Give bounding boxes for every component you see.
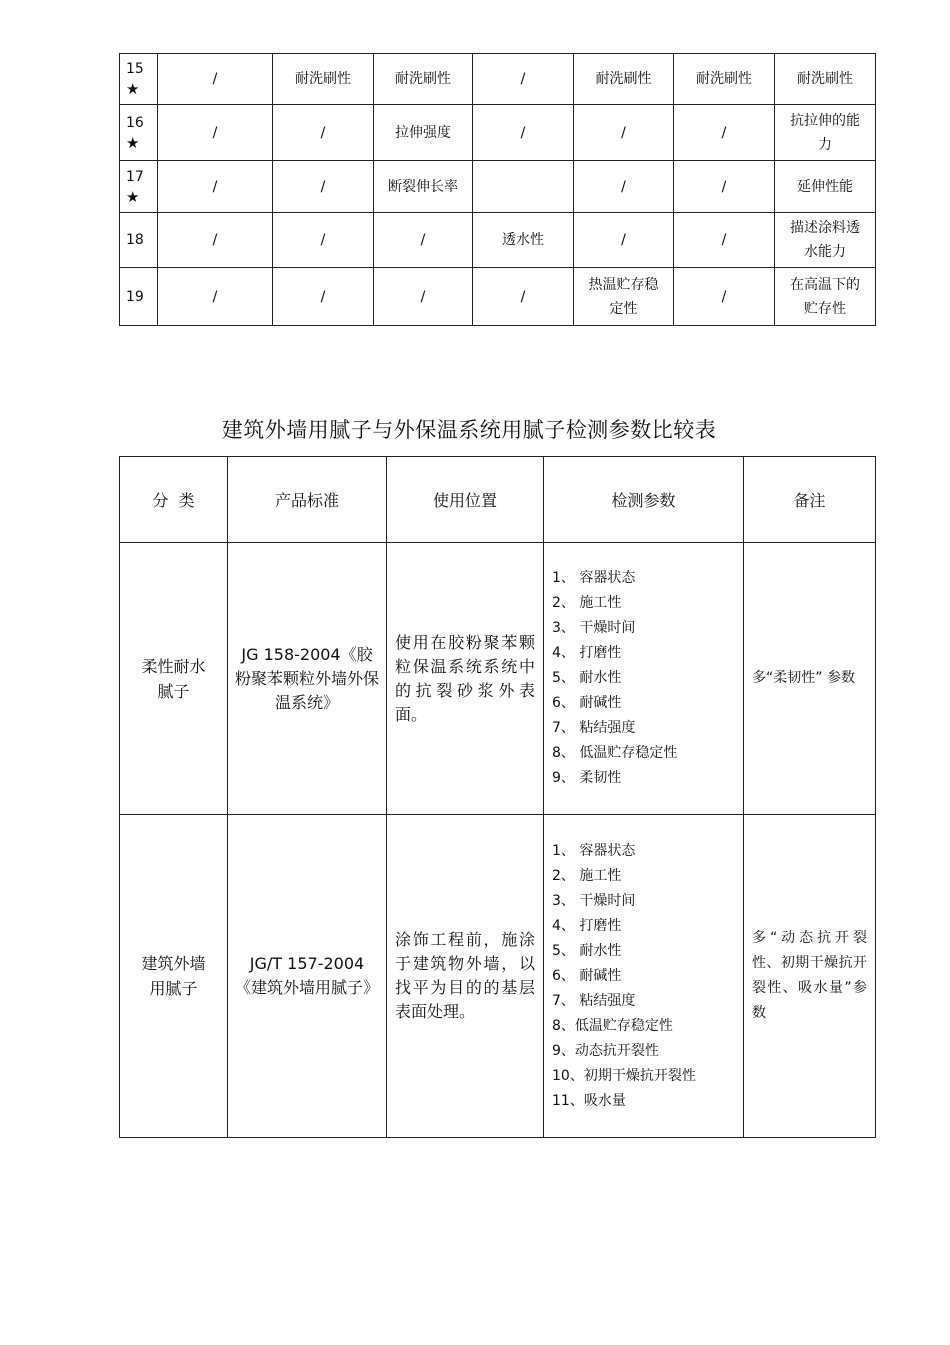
table-cell: / [273, 268, 374, 326]
star-icon: ★ [126, 80, 140, 98]
table-cell: / [674, 105, 775, 161]
table-cell: / [158, 268, 273, 326]
header-standard: 产品标准 [228, 457, 387, 543]
table-cell: 热温贮存稳定性 [574, 268, 674, 326]
table-cell: / [473, 54, 574, 105]
header-note: 备注 [744, 457, 876, 543]
row-number: 16 ★ [120, 105, 158, 161]
row-number: 18 [120, 213, 158, 268]
list-item: 5、 耐水性 [552, 670, 622, 686]
table-cell: 耐洗刷性 [775, 54, 876, 105]
list-item: 6、 耐碱性 [552, 695, 622, 711]
table-cell: / [374, 268, 473, 326]
list-item: 2、 施工性 [552, 867, 622, 884]
list-item: 9、 柔韧性 [552, 770, 622, 786]
table-cell: 耐洗刷性 [674, 54, 775, 105]
table-cell: / [574, 105, 674, 161]
table-cell: / [158, 213, 273, 268]
table-row [120, 161, 876, 213]
standard-cell: JG/T 157-2004《建筑外墙用腻子》 [228, 815, 387, 1138]
list-item: 11、吸水量 [552, 1092, 626, 1109]
list-item: 7、 粘结强度 [552, 720, 636, 736]
table-cell: 拉伸强度 [374, 105, 473, 161]
table-cell: 耐洗刷性 [574, 54, 674, 105]
star-icon: ★ [126, 133, 140, 152]
section-title: 建筑外墙用腻子与外保温系统用腻子检测参数比较表 [221, 418, 717, 442]
table-cell: / [473, 105, 574, 161]
table-cell: / [158, 105, 273, 161]
parameter-table-continued [119, 53, 876, 326]
header-position: 使用位置 [387, 457, 544, 543]
table-cell: 在高温下的贮存性 [775, 268, 876, 326]
table-row [120, 815, 876, 1138]
position-cell: 使用在胶粉聚苯颗粒保温系统系统中的抗裂砂浆外表面。 [387, 543, 544, 815]
table-cell: 描述涂料透水能力 [775, 213, 876, 268]
table-row [120, 105, 876, 161]
table-cell: / [574, 161, 674, 213]
table-cell: 透水性 [473, 213, 574, 268]
list-item: 8、低温贮存稳定性 [552, 1017, 673, 1034]
table-cell: 断裂伸长率 [374, 161, 473, 213]
note-cell: 多“柔韧性” 参数 [744, 543, 876, 815]
position-cell: 涂饰工程前，施涂于建筑物外墙，以找平为目的的基层表面处理。 [387, 815, 544, 1138]
list-item: 2、 施工性 [552, 595, 622, 611]
params-cell [544, 815, 744, 1138]
row-number: 15 ★ [120, 54, 158, 105]
table-row [120, 543, 876, 815]
table-row [120, 54, 876, 105]
list-item: 3、 干燥时间 [552, 892, 636, 909]
row-number: 17 ★ [120, 161, 158, 213]
note-cell: 多“动态抗开裂性、初期干燥抗开裂性、吸水量”参数 [744, 815, 876, 1138]
table-cell: 延伸性能 [775, 161, 876, 213]
category-cell: 建筑外墙用腻子 [120, 815, 228, 1138]
star-icon: ★ [126, 187, 140, 206]
table-row [120, 213, 876, 268]
list-item: 4、 打磨性 [552, 645, 622, 661]
params-cell [544, 543, 744, 815]
table-cell: / [158, 161, 273, 213]
table-cell: / [273, 161, 374, 213]
table-row [120, 268, 876, 326]
header-category: 分 类 [120, 457, 228, 543]
table-header-row [120, 457, 876, 543]
table-cell: / [574, 213, 674, 268]
standard-cell: JG 158-2004《胶粉聚苯颗粒外墙外保温系统》 [228, 543, 387, 815]
table-cell: / [273, 213, 374, 268]
params-list [552, 566, 735, 791]
table-cell [473, 161, 574, 213]
list-item: 10、初期干燥抗开裂性 [552, 1067, 696, 1084]
table-cell: / [473, 268, 574, 326]
table-cell: / [674, 213, 775, 268]
table-cell: / [374, 213, 473, 268]
list-item: 5、 耐水性 [552, 942, 622, 959]
params-list [552, 839, 735, 1114]
putty-comparison-table [119, 456, 876, 1138]
table-cell: / [674, 268, 775, 326]
list-item: 9、动态抗开裂性 [552, 1042, 659, 1059]
table-cell: 耐洗刷性 [273, 54, 374, 105]
list-item: 1、 容器状态 [552, 570, 636, 586]
category-cell: 柔性耐水腻子 [120, 543, 228, 815]
table-cell: / [158, 54, 273, 105]
list-item: 7、 粘结强度 [552, 992, 636, 1009]
table-cell: / [273, 105, 374, 161]
list-item: 4、 打磨性 [552, 917, 622, 934]
row-number: 19 [120, 268, 158, 326]
header-params: 检测参数 [544, 457, 744, 543]
table-cell: 抗拉伸的能力 [775, 105, 876, 161]
table-cell: / [674, 161, 775, 213]
list-item: 1、 容器状态 [552, 842, 636, 859]
list-item: 3、 干燥时间 [552, 620, 636, 636]
table-cell: 耐洗刷性 [374, 54, 473, 105]
list-item: 6、 耐碱性 [552, 967, 622, 984]
list-item: 8、 低温贮存稳定性 [552, 745, 678, 761]
